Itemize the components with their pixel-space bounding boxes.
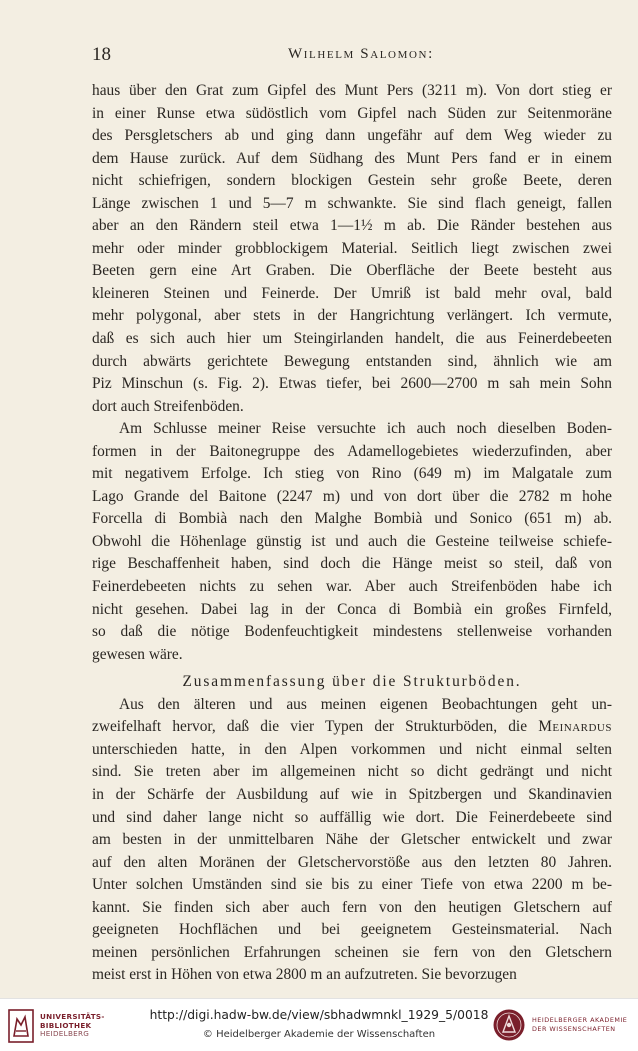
text-line: Länge zwischen 1 und 5—7 m schwankte. Sie sind flach geneigt, fallen — [92, 194, 612, 212]
text-line: dem Hause zurück. Auf dem Südhang des Munt Pers fand er in einem — [92, 149, 612, 167]
text-line: mit negativem Erfolge. Ich stieg von Rino (649 m) im Malgatale zum — [92, 465, 612, 483]
university-library-logo[interactable] — [8, 1007, 148, 1047]
permalink-url[interactable]: http://digi.hadw-bw.de/view/sbhadwmnkl_1929_5/0018 — [149, 1008, 489, 1022]
text-line: des Persgletschers ab und ging dann ungefähr auf dem Weg wieder zu — [92, 127, 612, 145]
university-name-line3: HEIDELBERG — [40, 1029, 90, 1039]
text-line: durch abwärts gerichtete Bewegung entstanden sind, ähnlich wie am — [92, 352, 612, 370]
page-header — [92, 44, 612, 66]
paragraph — [92, 80, 612, 418]
text-line: sind. Sie treten aber im allgemeinen nicht so dicht gedrängt und nicht — [92, 763, 612, 781]
running-head: Wilhelm Salomon: — [288, 46, 434, 62]
academy-seal-icon — [492, 1007, 526, 1043]
text-line: mehr polygonal, aber stets in der Hangrichtung verlängert. Ich vermute, — [92, 307, 612, 325]
viewer-footer — [0, 998, 638, 1051]
text-line: Obwohl die Höhenlage günstig ist und auch die Gesteine teilweise schiefe- — [92, 532, 612, 550]
text-line: Feinerdebeeten nichts zu sehen war. Aber auch Streifenböden habe ich — [92, 578, 612, 596]
university-name-line2: BIBLIOTHEK — [40, 1020, 92, 1030]
text-line: Forcella di Bombià nach den Malghe Bombià und Sonico (651 m) ab. — [92, 510, 612, 528]
text-line: kleineren Steinen und Feinerde. Der Umriß ist bald mehr oval, bald — [92, 284, 612, 302]
text-line: nicht schiefrigen, sondern blockigen Gestein sehr große Beete, deren — [92, 172, 612, 190]
text-line-segment: zweifelhaft hervor, daß die vier Typen der Strukturböden, die — [92, 718, 539, 736]
section-heading: Zusammenfassung über die Strukturböden. — [182, 673, 522, 691]
text-line: Beeten gern eine Art Graben. Die Oberfläche der Beete besteht aus — [92, 262, 612, 280]
text-line: kannt. Sie finden sich aber auch fern von den heutigen Gletschern auf — [92, 898, 612, 916]
text-line: in einer Runse etwa südöstlich vom Gipfel nach Süden zur Seitenmoräne — [92, 104, 612, 122]
text-line: mehr oder minder grobblockigem Material. Seitlich liegt zwischen zwei — [92, 239, 612, 257]
text-line: gewesen wäre. — [92, 645, 183, 663]
summary-paragraph — [92, 694, 612, 987]
body-text — [92, 80, 612, 987]
heidelberg-lion-icon — [8, 1009, 34, 1043]
text-line: Am Schlusse meiner Reise versuchte ich auch noch dieselben Boden- — [119, 420, 612, 438]
text-line: aber an den Rändern steil etwa 1—1½ m ab. Die Ränder bestehen aus — [92, 217, 612, 235]
text-line: Aus den älteren und aus meinen eigenen Beobachtungen geht un- — [119, 695, 612, 713]
copyright-notice: © Heidelberger Akademie der Wissenschaften — [202, 1029, 436, 1040]
page-number: 18 — [92, 44, 111, 65]
text-line: in der Schärfe der Ausbildung auf wie in Spitzbergen und Skandinavien — [92, 785, 612, 803]
author-name: Meinardus — [538, 718, 612, 736]
text-line: und sind daher lange nicht so auffällig wie dort. Die Feinerdebeete sind — [92, 808, 612, 826]
academy-name-line2: DER WISSENSCHAFTEN — [532, 1025, 616, 1033]
text-line: daß es sich auch hier um Steingirlanden handelt, die aus Feinerdebeeten — [92, 330, 612, 348]
text-line: so daß die nötige Bodenfeuchtigkeit mindestens stellenweise vorhanden — [92, 623, 612, 641]
text-line: dort auch Streifenböden. — [92, 397, 244, 415]
academy-logo[interactable] — [492, 1007, 632, 1047]
text-line: geeigneten Hochflächen und bei geeignetem Gesteinsmaterial. Nach — [92, 921, 612, 939]
text-line: unterschieden hatte, in den Alpen vorkommen und nicht einmal selten — [92, 740, 612, 758]
text-line: nicht gesehen. Dabei lag in der Conca di Bombià ein großes Firnfeld, — [92, 600, 612, 618]
text-line: meinen persönlichen Erfahrungen scheinen sie fern von den Gletschern — [92, 943, 612, 961]
text-line — [92, 716, 612, 739]
academy-name-line1: HEIDELBERGER AKADEMIE — [532, 1016, 628, 1024]
text-line: haus über den Grat zum Gipfel des Munt Pers (3211 m). Von dort stieg er — [92, 82, 612, 99]
text-line: auf den alten Moränen der Gletschervorstöße aus den letzten 80 Jahren. — [92, 853, 612, 871]
text-line: Piz Minschun (s. Fig. 2). Etwas tiefer, bei 2600—2700 m sah mein Sohn — [92, 375, 612, 393]
university-name-line1: UNIVERSITÄTS- — [40, 1012, 105, 1021]
text-line: Lago Grande del Baitone (2247 m) und von dort über die 2782 m hohe — [92, 487, 612, 505]
text-line: am besten in der unmittelbaren Nähe der Gletscher entwickelt und zwar — [92, 831, 612, 849]
text-line: rige Beschaffenheit haben, sind doch die Hänge meist so steil, daß von — [92, 555, 612, 573]
text-line: meist erst in Höhen von etwa 2800 m an aufzutreten. Sie bevorzugen — [92, 966, 517, 984]
text-line: formen in der Baitonegruppe des Adamellogebietes wiederzufinden, aber — [92, 442, 612, 460]
text-line: Unter solchen Umständen sind sie bis zu einer Tiefe von etwa 2200 m be- — [92, 876, 612, 894]
paragraph — [92, 418, 612, 666]
